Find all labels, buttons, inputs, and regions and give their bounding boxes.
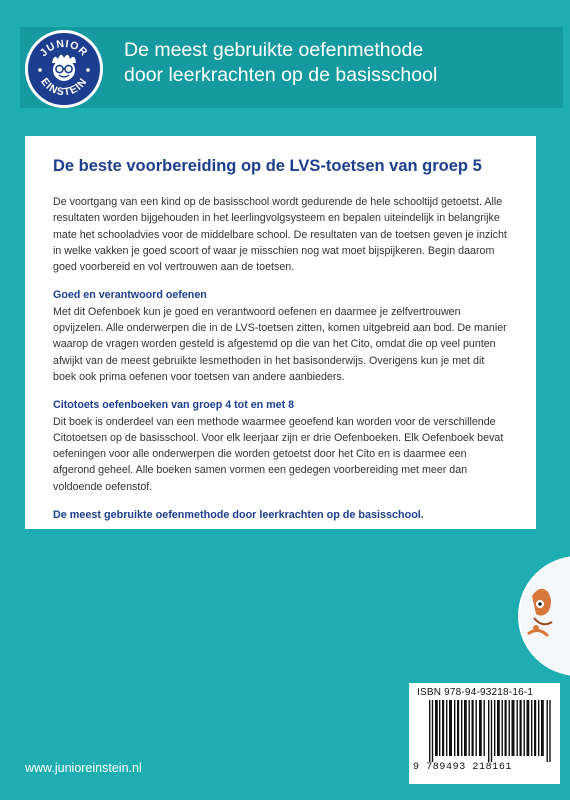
isbn-label: ISBN 978-94-93218-16-1 [417,687,534,698]
section1-heading: Goed en verantwoord oefenen [53,289,207,302]
closing-statement: De meest gebruikte oefenmethode door leerkrachten op de basisschool. [53,509,424,522]
section2-heading: Citotoets oefenboeken van groep 4 tot en met 8 [53,399,295,412]
intro-paragraph: De voortgang van een kind op de basisschool wordt gedurende de hele schooltijd getoetst. Alle resultaten worden bijgehouden in het leerlingvolgsysteem en bepalen uiteindelijk in belangrijke mate het schooladvies voor de middelbare school. De resultaten van de toetsen geven je inzicht in welke vakken je goed scoort of waar je misschien nog wat moet bijspijkeren. Begin daarom goed voorbereid en vol vertrouwen aan de toetsen. [53,196,507,274]
svg-text:JUNIOR: JUNIOR [37,37,91,60]
barcode-digits: 9 789493 218161 [413,762,513,773]
content-title: De beste voorbereiding op de LVS-toetsen van groep 5 [53,157,482,175]
svg-text:EINSTEIN: EINSTEIN [38,75,90,99]
header-tagline-line1: De meest gebruikte oefenmethode [124,39,424,61]
mascot-icon [518,556,570,676]
section2-paragraph: Dit boek is onderdeel van een methode waarmee geoefend kan worden voor de verschillende Citotoetsen op de basisschool. Voor elk leerjaar zijn er drie Oefenboeken. Elk Oefenboek bevat oefeningen voor alle onderwerpen die worden getoetst door het Cito en is daarmee een afgerond geheel. Alle boeken samen vormen een gedegen voorbereiding met meer dan voldoende oefenstof. [53,415,504,493]
barcode-panel [409,683,560,784]
barcode-icon [429,700,553,762]
mascot-illustration [518,556,570,676]
section1-paragraph: Met dit Oefenboek kun je goed en verantwoord oefenen en daarmee je zelfvertrouwen opvijzelen. Alle onderwerpen die in de LVS-toetsen zitten, komen uitgebreid aan bod. De manier waarop de vragen worden gesteld is afgestemd op die van het Cito, omdat die op veel punten afwijkt van de meest gebruikte lesmethoden in het basisonderwijs. Overigens kun je met dit boek ook prima oefenen voor toetsen van andere aanbieders. [53,305,507,383]
header-tagline-line2: door leerkrachten op de basisschool [124,64,438,86]
header-tagline [124,38,544,88]
website-url[interactable]: www.junioreinstein.nl [25,761,142,775]
junior-einstein-logo [25,30,103,108]
content-panel [25,136,536,529]
logo-graphic-icon [28,33,100,105]
